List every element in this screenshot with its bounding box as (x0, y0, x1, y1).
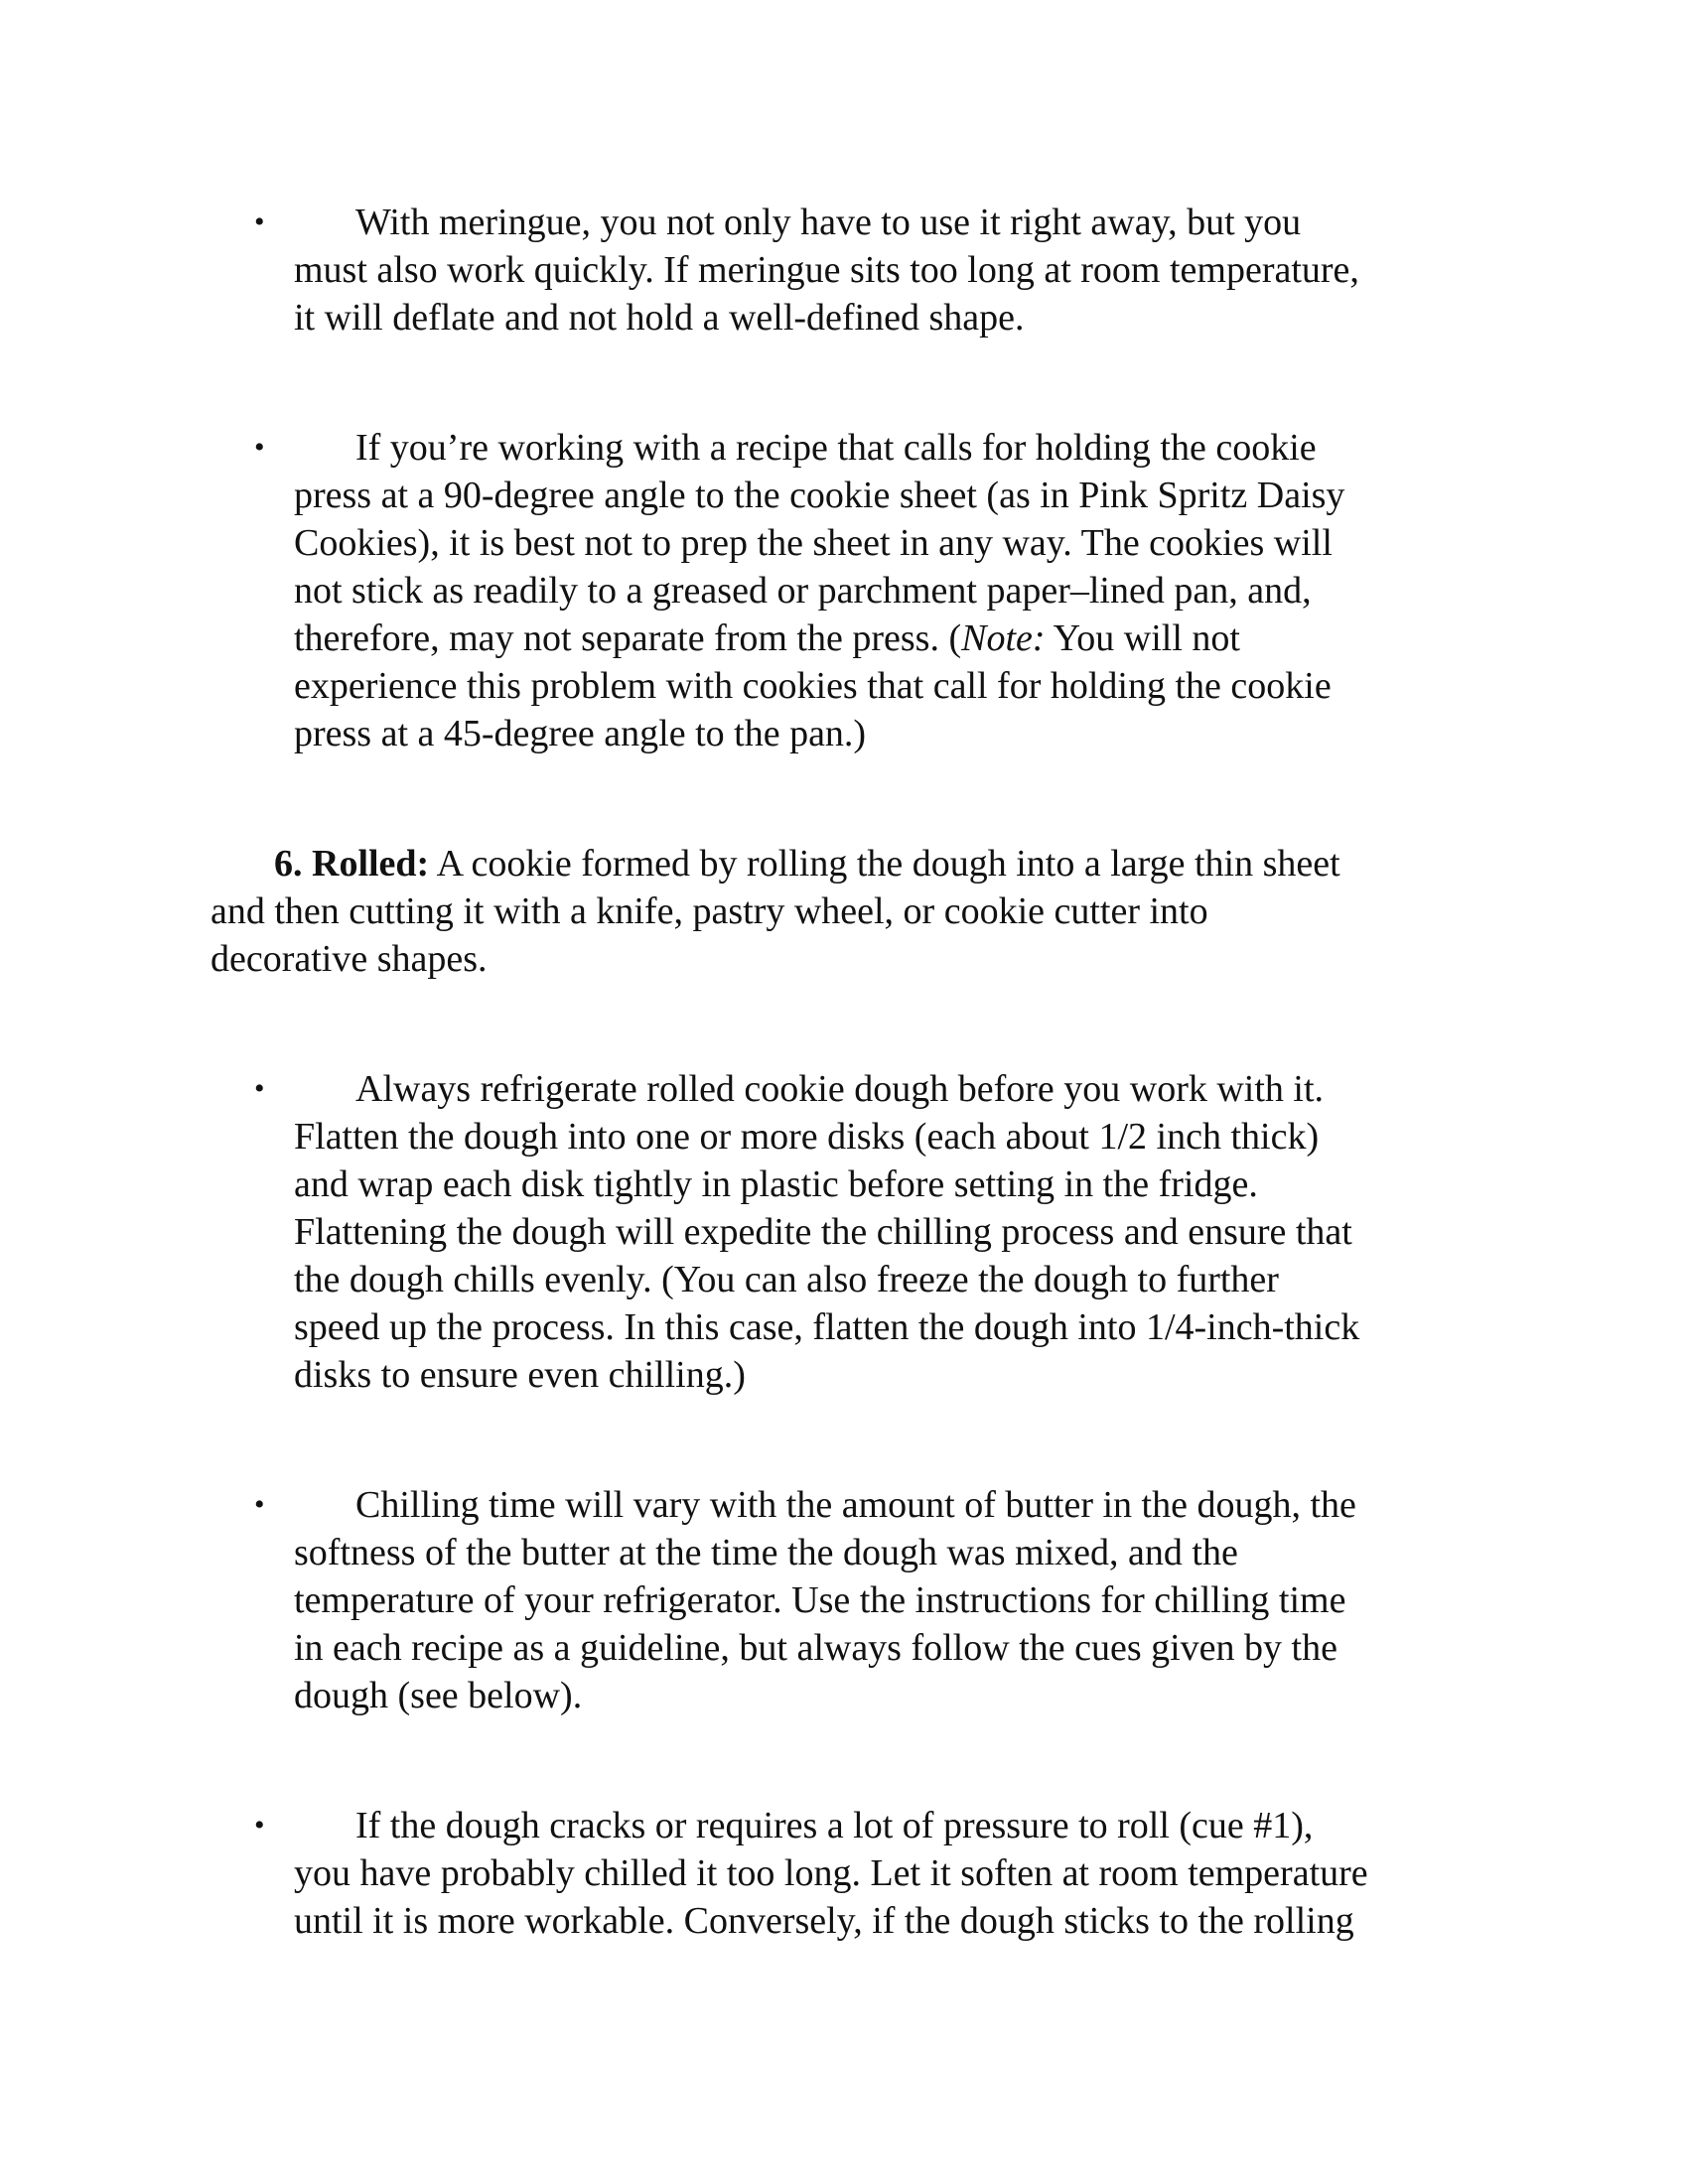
bullet-text: Always refrigerate rolled cookie dough before you work with it. Flatten the dough into one or more disks (each about 1/2 inch thick) and wrap each disk tightly in plastic before setting in the fridge. Flattening the dough will expedite the chilling process and ensure that the dough chills evenly. (You can also freeze the dough to further speed up the process. In this case, flatten the dough into 1/4-inch-thick disks to ensure even chilling.) (294, 1068, 1360, 1396)
bullet-item-refrigerate (254, 1065, 1485, 1399)
note-label: Note: (961, 617, 1046, 659)
bullet-text: If the dough cracks or requires a lot of pressure to roll (cue #1), you have probably chilled it too long. Let it soften at room temperature until it is more workable. Conversely, if the dough sticks to the rolling (294, 1805, 1368, 1942)
bullet-item-meringue (254, 199, 1485, 341)
bullet-text-after-note: You will not experience this problem with cookies that call for holding the cookie press at a 45-degree angle to the pan.) (294, 617, 1332, 754)
section-text: A cookie formed by rolling the dough into a large thin sheet and then cutting it with a knife, pastry wheel, or cookie cutter into decorative shapes. (211, 843, 1340, 980)
bullet-text: With meringue, you not only have to use it right away, but you must also work quickly. If meringue sits too long at room temperature, it will deflate and not hold a well-defined shape. (294, 202, 1359, 339)
section-heading: 6. Rolled: (274, 843, 430, 885)
bullet-text-before-note: If you’re working with a recipe that calls for holding the cookie press at a 90-degree angle to the cookie sheet (as in Pink Spritz Daisy Cookies), it is best not to prep the sheet in any way. The cookies will not stick as readily to a greased or parchment paper–lined pan, and, therefore, may not separate from the press. ( (294, 427, 1345, 659)
bullet-item-chilling-time (254, 1481, 1485, 1719)
bullet-item-cookie-press (254, 424, 1485, 757)
bullet-text (294, 424, 1485, 757)
bullet-dot: • (254, 1488, 265, 1521)
bullet-item-dough-cracks (254, 1802, 1485, 1945)
section-rolled (211, 840, 1501, 983)
bullet-dot: • (254, 1072, 265, 1105)
bullet-dot: • (254, 205, 265, 238)
bullet-dot: • (254, 1809, 265, 1842)
bullet-dot: • (254, 431, 265, 464)
bullet-text: Chilling time will vary with the amount of butter in the dough, the softness of the butter at the time the dough was mixed, and the temperature of your refrigerator. Use the instructions for chilling time in each recipe as a guideline, but always follow the cues given by the dough (see below). (294, 1484, 1356, 1716)
